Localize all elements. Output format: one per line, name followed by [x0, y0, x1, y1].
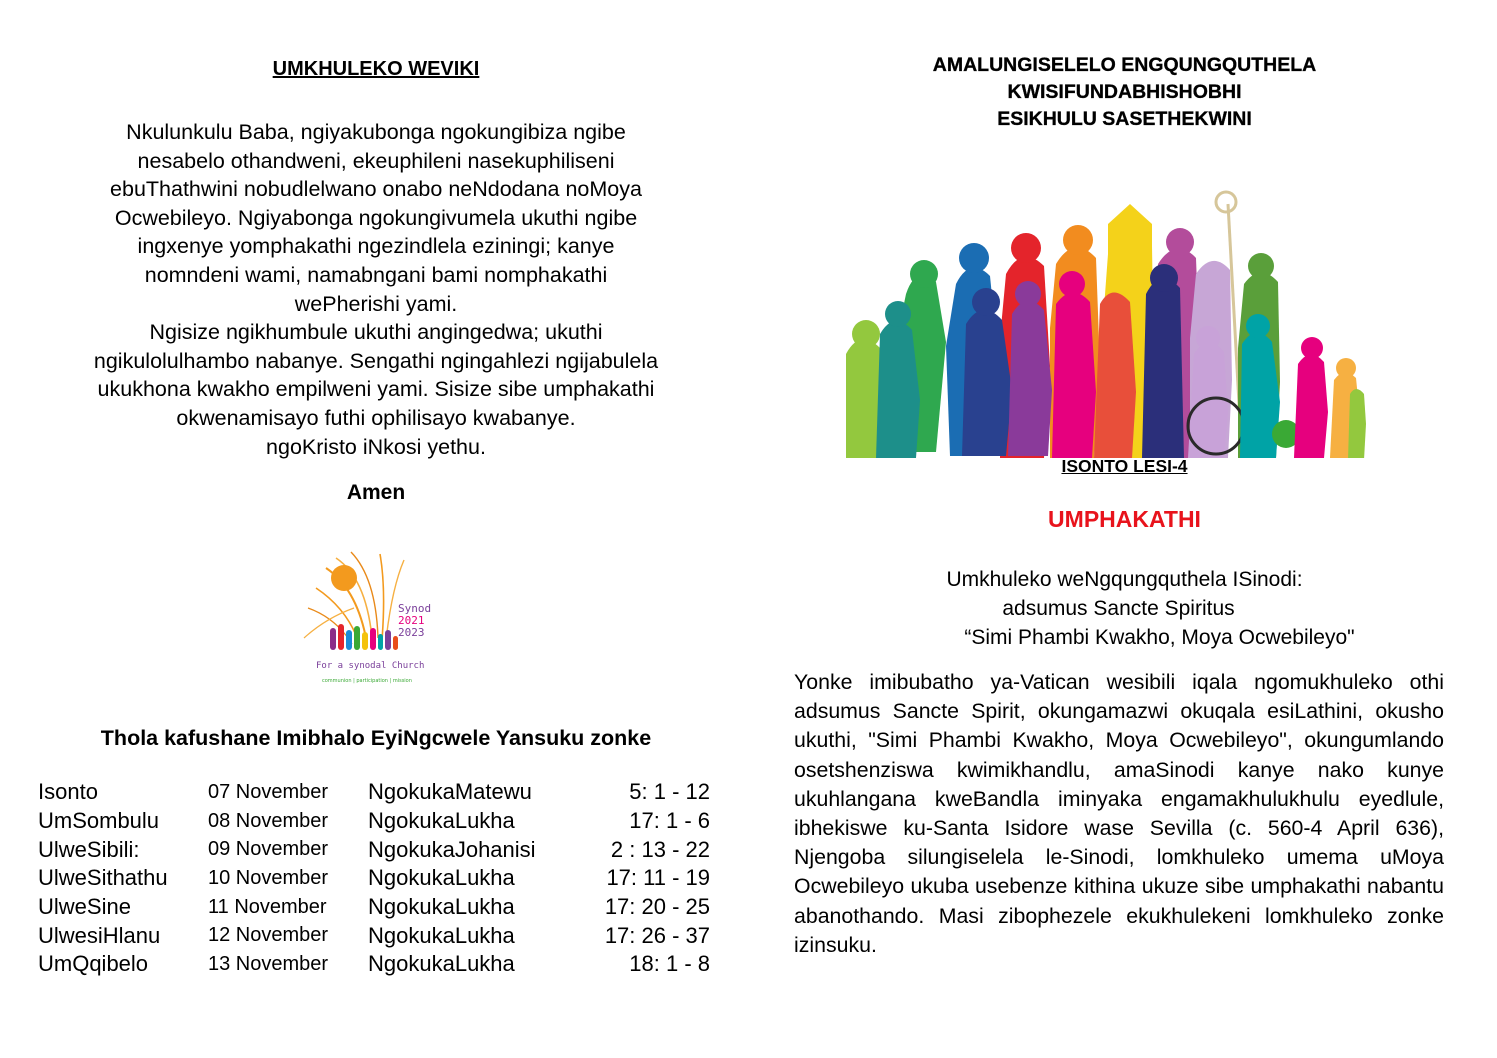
header-line: ESIKHULU SASETHEKWINI	[997, 108, 1252, 130]
reading-day: UmQqibelo	[38, 951, 149, 977]
reading-date: 12 November	[208, 924, 329, 947]
page-title: UMPHAKATHI	[1048, 506, 1201, 532]
logo-subtagline: communion | participation | mission	[322, 678, 412, 684]
table-row	[38, 950, 728, 979]
crowd-icon	[846, 192, 1366, 458]
prayer-line: nesabelo othandweni, ekeuphileni nasekuphiliseni	[137, 148, 615, 173]
table-row	[38, 921, 728, 950]
table-row	[38, 835, 728, 864]
prayer-line: Nkulunkulu Baba, ngiyakubonga ngokungibiza ngibe	[126, 120, 626, 144]
logo-sun-icon	[331, 565, 357, 591]
reading-gospel: NgokukaLukha	[368, 922, 515, 948]
prayer-line: wePherishi yami.	[294, 291, 458, 316]
people-silhouettes-illustration	[846, 184, 1366, 458]
reading-ref: 17: 1 - 6	[629, 808, 710, 834]
subtitle-line: “Simi Phambi Kwakho, Moya Ocwebileyo"	[964, 626, 1355, 649]
prayer-line: ngikulolulhambo nabanye. Sengathi ngingahlezi ngijabulela	[93, 348, 659, 373]
logo-text-year1: 2021	[398, 614, 425, 627]
prayer-line: ukukhona kwakho empilweni yami. Sisize sibe umphakathi	[97, 377, 655, 402]
reading-date: 07 November	[208, 780, 329, 803]
reading-date: 08 November	[208, 809, 329, 832]
amen-label: Amen	[346, 481, 406, 504]
reading-date: 11 November	[208, 895, 327, 918]
prayer-line: ingxenye yomphakathi ngezindlela eziningi; kanye	[137, 234, 615, 259]
subtitle-line: Umkhuleko weNgqungquthela ISinodi:	[946, 568, 1303, 591]
synod-logo	[296, 548, 460, 688]
reading-ref: 17: 11 - 19	[606, 865, 710, 891]
table-row	[38, 778, 728, 807]
reading-gospel: NgokukaMatewu	[368, 779, 532, 805]
table-row	[38, 807, 728, 836]
reading-date: 10 November	[208, 866, 329, 889]
prayer-line: ngoKristo iNkosi yethu.	[266, 434, 486, 459]
table-row	[38, 893, 728, 922]
subtitle-line: adsumus Sancte Spiritus	[1002, 597, 1235, 620]
reading-day: Isonto	[38, 779, 98, 805]
reading-gospel: NgokukaLukha	[368, 894, 515, 920]
prayer-line: Ocwebileyo. Ngiyabonga ngokungivumela ukuthi ngibe	[114, 205, 638, 230]
reading-date: 13 November	[208, 952, 329, 975]
logo-text-year2: 2023	[398, 626, 425, 639]
header-line: AMALUNGISELELO ENGQUNGQUTHELA	[932, 54, 1317, 76]
weekly-prayer	[40, 118, 712, 461]
reading-gospel: NgokukaLukha	[368, 808, 515, 834]
logo-text-synod: Synod	[398, 602, 432, 615]
reading-ref: 17: 20 - 25	[604, 894, 710, 920]
prayer-line: Ngisize ngikhumbule ukuthi angingedwa; ukuthi	[149, 320, 603, 345]
reading-day: UlweSibili:	[38, 836, 140, 862]
reading-day: UlwesiHlanu	[38, 922, 161, 948]
table-row	[38, 864, 728, 893]
prayer-line: ebuThathwini nobudlelwano onabo neNdodana noMoya	[110, 177, 642, 202]
body-paragraph: Yonke imibubatho ya-Vatican wesibili iqala ngomukhuleko othi adsumus Sancte Spirit, okungamazwi okuqala esiLathini, okusho ukuthi, "Simi Phambi Kwakho, Moya Ocwebileyo", okungumlando osetshenziswa kwimikhandlu, amaSinodi kanye nako kunye ukuhlangana kweBandla iminyaka engamakhulukhulu eyedlule, ibhekiswe ku-Santa Isidore wase Sevilla (c. 560-4 April 636), Njengoba silungiselela le-Sinodi, lomkhuleko umema uMoya Ocwebileyo ukuba usebenze kithina ukuze sibe umphakathi nabantu abanothando. Masi zibophezele ekukhulekeni lomkhuleko zonke izinsuku.	[794, 670, 1444, 957]
readings-title: Thola kafushane Imibhalo EyiNgcwele Yansuku zonke	[100, 726, 652, 750]
header-line: KWISIFUNDABHISHOBHI	[1007, 81, 1242, 103]
reading-gospel: NgokukaLukha	[368, 951, 515, 977]
reading-gospel: NgokukaJohanisi	[368, 836, 536, 862]
reading-day: UlweSithathu	[38, 865, 168, 891]
reading-ref: 5: 1 - 12	[629, 779, 710, 805]
prayer-subtitle	[752, 565, 1497, 652]
right-page	[752, 0, 1497, 1058]
reading-gospel: NgokukaLukha	[368, 865, 515, 891]
reading-date: 09 November	[208, 838, 329, 861]
prayer-line: nomndeni wami, namabngani bami nomphakathi	[144, 262, 608, 287]
reading-ref: 18: 1 - 8	[629, 951, 710, 977]
prayer-heading: UMKHULEKO WEVIKI	[272, 58, 480, 80]
prayer-line: okwenamisayo futhi ophilisayo kwabanye.	[176, 405, 576, 430]
sunday-label: ISONTO LESI-4	[1061, 456, 1188, 476]
reading-ref: 2 : 13 - 22	[610, 836, 710, 862]
readings-table	[38, 778, 728, 979]
reading-day: UmSombulu	[38, 808, 160, 834]
logo-tagline: For a synodal Church	[316, 661, 425, 671]
reading-ref: 17: 26 - 37	[604, 922, 710, 948]
reading-day: UlweSine	[38, 894, 131, 920]
archdiocese-header	[752, 52, 1497, 133]
